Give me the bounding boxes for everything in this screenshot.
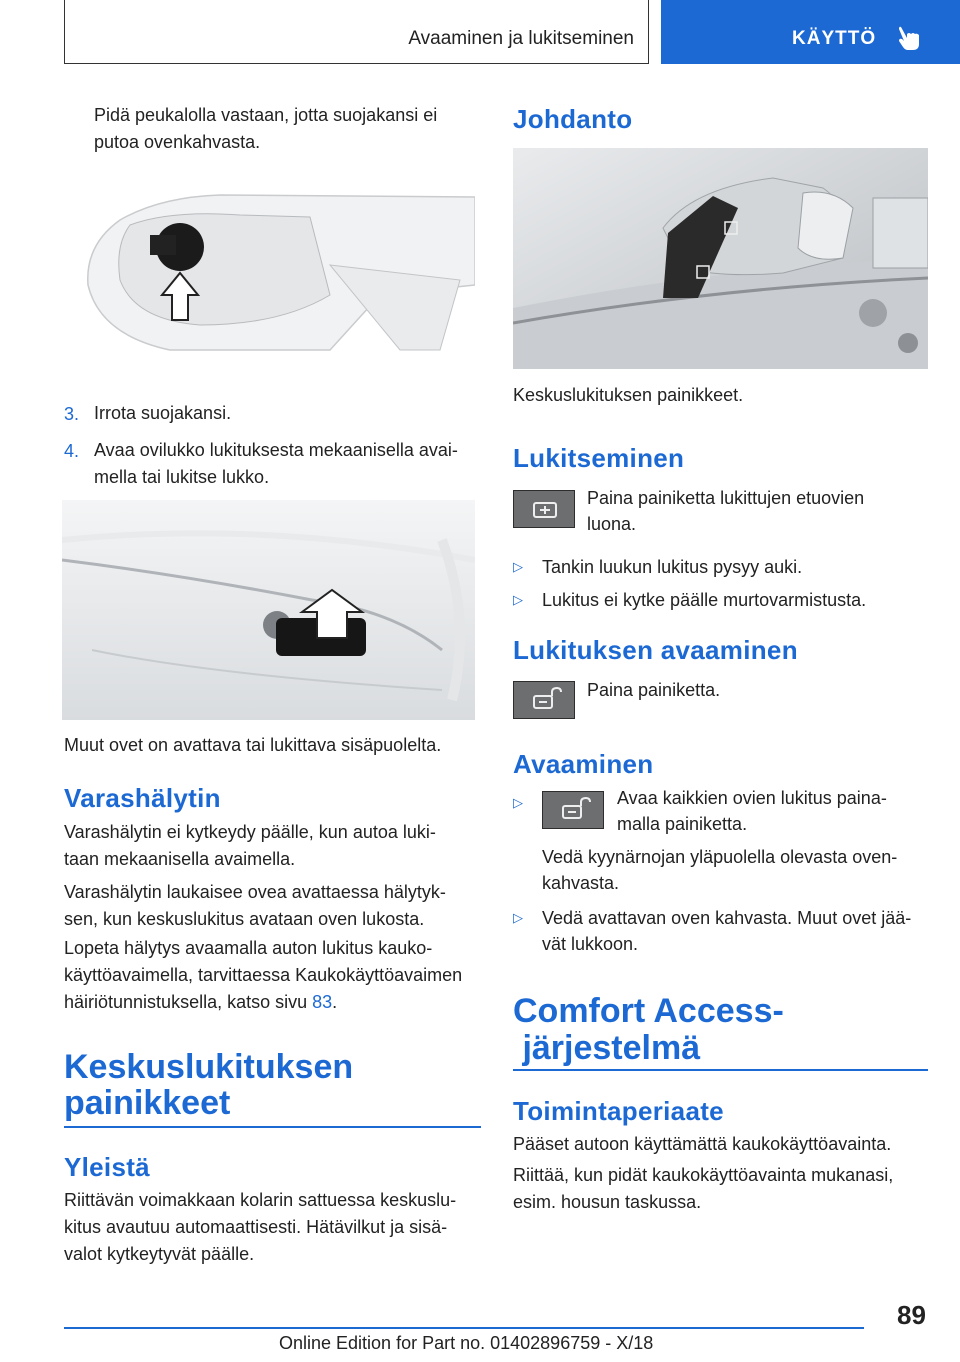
locking-bullet-2: Lukitus ei kytke päälle murtovarmistusta.	[542, 590, 867, 610]
comfort-heading-rule	[513, 1069, 928, 1071]
opening-bullet1-line1: Avaa kaikkien ovien lukitus paina-	[617, 788, 887, 808]
chapter-tab-label: KÄYTTÖ	[792, 28, 877, 49]
central-lock-heading-rule	[64, 1126, 481, 1128]
page-number: 89	[897, 1300, 926, 1330]
step-4-line-2: mella tai lukitse lukko.	[94, 467, 270, 487]
locking-text-line1: Paina painiketta lukittujen etuovien	[587, 488, 865, 508]
alarm-para3-period: .	[332, 992, 338, 1012]
principle-para2-line1: Riittää, kun pidät kaukokäyttöavainta mukanasi,	[513, 1165, 894, 1185]
principle-subheading: Toimintaperiaate	[513, 1096, 724, 1126]
alarm-para2-line1: Varashälytin laukaisee ovea avattaessa hälytyk-	[64, 882, 446, 902]
page-83-link[interactable]: 83	[312, 992, 333, 1012]
unlock-button-icon	[513, 681, 575, 719]
principle-para1: Pääset autoon käyttämättä kaukokäyttöavainta.	[513, 1134, 892, 1154]
general-subheading: Yleistä	[64, 1152, 150, 1182]
header-section-box	[64, 0, 649, 64]
intro-line-1: Pidä peukalolla vastaan, jotta suojakansi ei	[94, 105, 438, 125]
opening-bullet1-extra-line1: Vedä kyynärnojan yläpuolella olevasta oven-	[542, 847, 898, 867]
alarm-para1-line1: Varashälytin ei kytkeydy päälle, kun autoa luki-	[64, 822, 436, 842]
general-line1: Riittävän voimakkaan kolarin sattuessa keskuslu-	[64, 1190, 457, 1210]
central-lock-heading-line2: painikkeet	[64, 1084, 231, 1122]
comfort-heading-line2: järjestelmä	[513, 1029, 701, 1067]
locking-text-line2: luona.	[587, 514, 637, 534]
opening-bullet1-line2: malla painiketta.	[617, 814, 748, 834]
step-4-line-1: Avaa ovilukko lukituksesta mekaanisella avai-	[94, 440, 458, 460]
footer-rule	[64, 1327, 864, 1329]
alarm-para3-line3-text: häiriötunnistuksella, katso sivu	[64, 992, 313, 1012]
opening-heading: Avaaminen	[513, 749, 654, 779]
opening-bullet2-line2: vät lukkoon.	[542, 934, 639, 954]
unlocking-text: Paina painiketta.	[587, 680, 721, 700]
step-3-number: 3.	[64, 404, 80, 424]
intro-heading: Johdanto	[513, 104, 633, 134]
alarm-para2-line2: sen, kun keskuslukitus avataan oven lukosta.	[64, 909, 425, 929]
alarm-para3-line1: Lopeta hälytys avaamalla auton lukitus kauko-	[64, 938, 433, 958]
step-3-text: Irrota suojakansi.	[94, 403, 232, 423]
unlocking-heading: Lukituksen avaaminen	[513, 635, 798, 665]
locking-bullet-1: Tankin luukun lukitus pysyy auki.	[542, 557, 803, 577]
bullet-marker: ▷	[513, 910, 523, 925]
alarm-para3-line3	[64, 989, 337, 1016]
other-doors-text: Muut ovet on avattava tai lukittava sisäpuolelta.	[64, 735, 442, 755]
opening-bullet2-line1: Vedä avattavan oven kahvasta. Muut ovet jää-	[542, 908, 912, 928]
principle-para2-line2: esim. housun taskussa.	[513, 1192, 702, 1212]
intro-line-2: putoa ovenkahvasta.	[94, 132, 261, 152]
alarm-heading: Varashälytin	[64, 783, 221, 813]
bullet-marker: ▷	[513, 795, 523, 810]
door-handle-cover-image	[80, 185, 475, 357]
locking-heading: Lukitseminen	[513, 443, 685, 473]
unlock-button-icon	[542, 791, 604, 829]
comfort-heading-line1: Comfort Access-	[513, 992, 784, 1030]
chapter-tab[interactable]	[661, 0, 960, 64]
opening-bullet1-extra-line2: kahvasta.	[542, 873, 620, 893]
alarm-para3-line2: käyttöavaimella, tarvittaessa Kaukokäyttöavaimen	[64, 965, 463, 985]
central-lock-buttons-image	[513, 148, 928, 369]
bullet-marker: ▷	[513, 592, 523, 607]
general-line3: valot kytkeytyvät päälle.	[64, 1244, 255, 1264]
footer-edition: Online Edition for Part no. 01402896759 - X/18	[279, 1333, 654, 1353]
section-title: Avaaminen ja lukitseminen	[408, 28, 634, 49]
pointing-hand-icon	[897, 24, 923, 52]
lock-button-icon	[513, 490, 575, 528]
bullet-marker: ▷	[513, 559, 523, 574]
central-lock-heading-line1: Keskuslukituksen	[64, 1048, 354, 1086]
alarm-para1-line2: taan mekaanisella avaimella.	[64, 849, 296, 869]
buttons-caption: Keskuslukituksen painikkeet.	[513, 385, 744, 405]
step-4-number: 4.	[64, 441, 80, 461]
door-lock-key-image	[62, 500, 475, 720]
general-line2: kitus avautuu automaattisesti. Hätävilkut ja sisä-	[64, 1217, 448, 1237]
